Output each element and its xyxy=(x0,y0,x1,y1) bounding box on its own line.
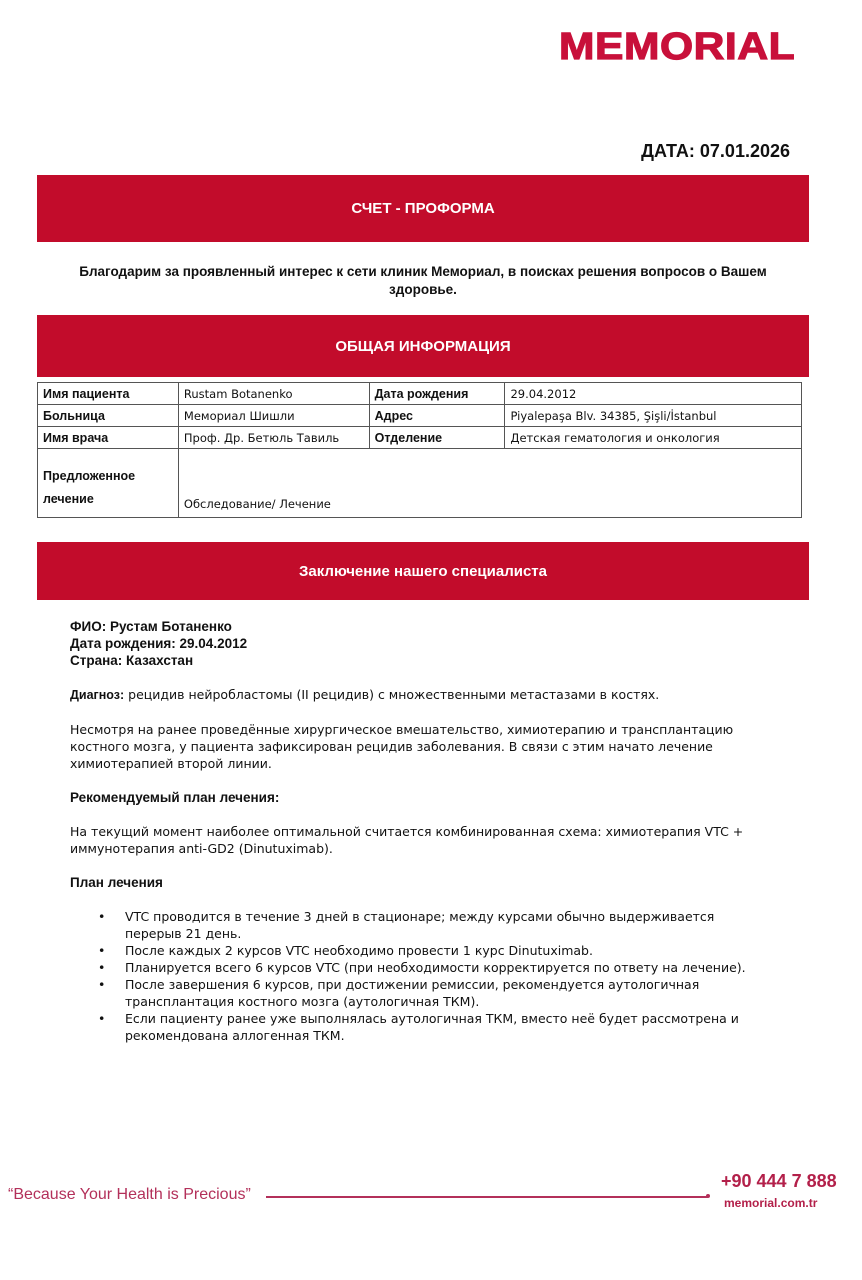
specialist-conclusion xyxy=(70,618,770,1044)
doctor-value: Проф. Др. Бетюль Тавиль xyxy=(178,427,369,449)
history-text: Несмотря на ранее проведённые хирургическое вмешательство, химиотерапию и трансплантацию костного мозга, у пациента зафиксирован рецидив заболевания. В связи с этим начато лечение химиотерапией второй линии. xyxy=(70,722,734,771)
list-item-text: Планируется всего 6 курсов VTC (при необходимости корректируется по ответу на лечение). xyxy=(125,960,746,975)
department-value: Детская гематология и онкология xyxy=(505,427,802,449)
arrow-head-icon xyxy=(706,1194,710,1198)
general-info-table xyxy=(37,382,802,518)
recommended-plan-text: На текущий момент наиболее оптимальной считается комбинированная схема: химиотерапия VTC + иммунотерапия anti-GD2 (Dinutuximab). xyxy=(70,824,744,856)
diagnosis-text: рецидив нейробластомы (II рецидив) с множественными метастазами в костях. xyxy=(124,687,660,702)
list-item-text: VTC проводится в течение 3 дней в стационаре; между курсами обычно выдерживается перерыв 21 день. xyxy=(125,909,715,941)
table-row xyxy=(38,449,802,518)
invoice-title-band xyxy=(37,175,809,242)
list-item xyxy=(70,1010,770,1044)
list-item xyxy=(70,942,770,959)
footer-website-link[interactable]: memorial.com.tr xyxy=(724,1196,818,1210)
list-item xyxy=(70,959,770,976)
list-item-text: После каждых 2 курсов VTC необходимо провести 1 курс Dinutuximab. xyxy=(125,943,593,958)
birth-date-value: 29.04.2012 xyxy=(505,383,802,405)
treatment-plan-heading: План лечения xyxy=(70,875,163,890)
bullet-icon: • xyxy=(98,1011,106,1026)
address-label: Адрес xyxy=(369,405,505,427)
list-item xyxy=(70,976,770,1010)
patient-fio: ФИО: Рустам Ботаненко xyxy=(70,619,232,634)
treatment-label-line1: Предложенное xyxy=(43,469,136,483)
diagnosis-label: Диагноз: xyxy=(70,688,125,702)
treatment-plan-list xyxy=(70,908,770,1044)
diagnosis xyxy=(70,686,770,704)
bullet-icon: • xyxy=(98,960,106,975)
memorial-logo: MEMORIAL xyxy=(559,26,796,68)
patient-country: Страна: Казахстан xyxy=(70,653,194,668)
list-item-text: Если пациенту ранее уже выполнялась аутологичная ТКМ, вместо неё будет рассмотрена и рекомендована аллогенная ТКМ. xyxy=(125,1011,739,1043)
department-label: Отделение xyxy=(369,427,505,449)
patient-dob: Дата рождения: 29.04.2012 xyxy=(70,636,248,651)
footer-divider-line xyxy=(266,1196,708,1198)
footer-slogan: “Because Your Health is Precious” xyxy=(8,1186,251,1203)
general-info-title: ОБЩАЯ ИНФОРМАЦИЯ xyxy=(335,337,511,355)
recommended-plan-heading: Рекомендуемый план лечения: xyxy=(70,790,280,805)
table-row xyxy=(38,383,802,405)
thanks-message: Благодарим за проявленный интерес к сети клиник Мемориал, в поисках решения вопросов о Вашем здоровье. xyxy=(79,264,767,297)
doctor-label: Имя врача xyxy=(38,427,179,449)
address-value: Piyalepaşa Blv. 34385, Şişli/İstanbul xyxy=(505,405,802,427)
bullet-icon: • xyxy=(98,909,106,924)
bullet-icon: • xyxy=(98,977,106,992)
table-row xyxy=(38,405,802,427)
conclusion-band xyxy=(37,542,809,600)
footer-phone[interactable]: +90 444 7 888 xyxy=(721,1171,837,1191)
treatment-label xyxy=(38,449,179,518)
hospital-value: Мемориал Шишли xyxy=(178,405,369,427)
hospital-label: Больница xyxy=(38,405,179,427)
birth-date-label: Дата рождения xyxy=(369,383,505,405)
patient-name-value: Rustam Botanenko xyxy=(178,383,369,405)
bullet-icon: • xyxy=(98,943,106,958)
general-info-band xyxy=(37,315,809,377)
table-row xyxy=(38,427,802,449)
patient-name-label: Имя пациента xyxy=(38,383,179,405)
treatment-label-line2: лечение xyxy=(43,492,94,506)
list-item-text: После завершения 6 курсов, при достижении ремиссии, рекомендуется аутологичная трансплантация костного мозга (аутологичная ТКМ). xyxy=(125,977,700,1009)
treatment-value: Обследование/ Лечение xyxy=(178,449,801,518)
invoice-title: СЧЕТ - ПРОФОРМА xyxy=(351,200,495,217)
document-date: ДАТА: 07.01.2026 xyxy=(641,141,790,161)
conclusion-title: Заключение нашего специалиста xyxy=(299,562,547,580)
list-item xyxy=(70,908,770,942)
